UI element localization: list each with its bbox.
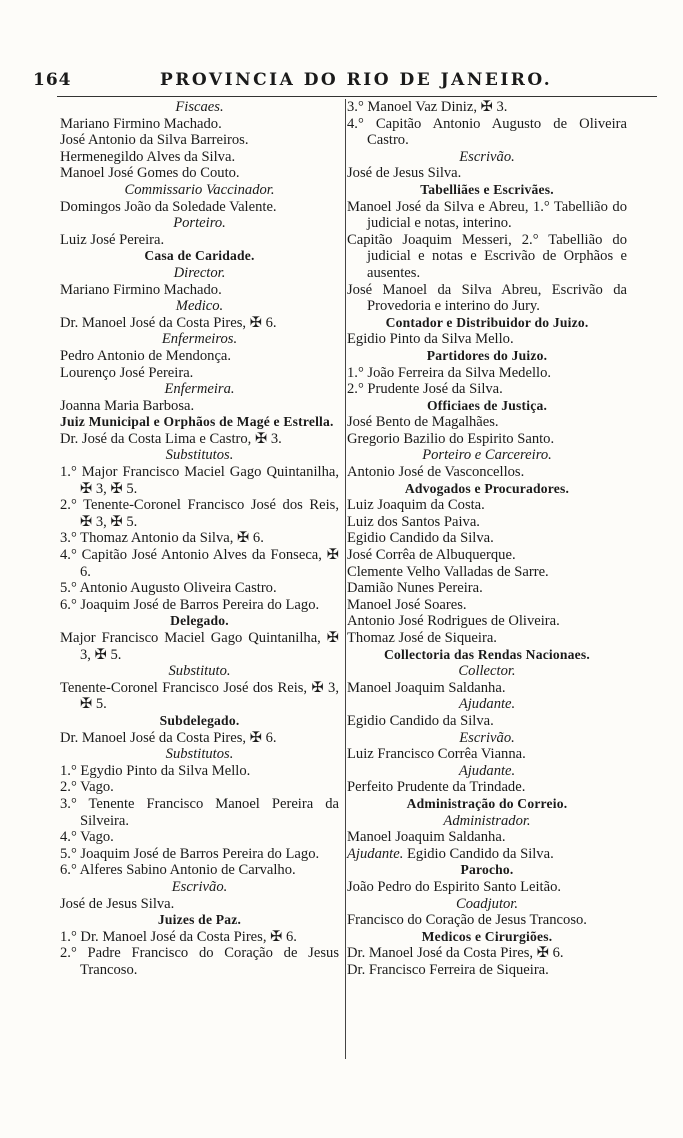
list-entry: 1.° Egydio Pinto da Silva Mello. (60, 762, 251, 779)
page-header (30, 70, 670, 94)
section-subheading: Ajudante. (458, 762, 516, 779)
section-heading: Advogados e Procuradores. (404, 480, 570, 496)
list-entry: José Manoel da Silva Abreu, Escrivão da Provedoria e interino do Jury. (347, 281, 627, 315)
section-heading: Tabelliães e Escrivães. (420, 181, 554, 197)
list-entry: Luiz Francisco Corrêa Vianna. (347, 746, 526, 763)
section-subheading: Fiscaes. (175, 99, 224, 115)
list-entry: Dr. Francisco Ferreira de Siqueira. (347, 961, 549, 978)
section-subheading: Director. (173, 264, 226, 281)
section-heading: Casa de Caridade. (144, 248, 255, 264)
list-entry: Dr. José da Costa Lima e Castro, ✠ 3. (60, 430, 282, 447)
list-entry: Capitão Joaquim Messeri, 2.° Tabellião do judicial e notas e Escrivão de Orphãos e ausentes. (347, 231, 627, 281)
list-entry: José de Jesus Silva. (60, 895, 175, 912)
list-entry: Dr. Manoel José da Costa Pires, ✠ 6. (60, 729, 277, 746)
section-subheading: Enfermeira. (164, 381, 235, 398)
list-entry: Dr. Manoel José da Costa Pires, ✠ 6. (347, 945, 564, 962)
entry-name: Egidio Candido da Silva. (403, 845, 554, 862)
role-label: Ajudante. (347, 845, 404, 862)
section-heading: Juiz Municipal e Orphãos de Magé e Estrella. (60, 414, 334, 430)
list-entry: José de Jesus Silva. (347, 165, 462, 182)
list-entry: Manoel Joaquim Saldanha. (347, 829, 506, 846)
section-heading: Subdelegado. (159, 712, 240, 728)
list-entry: Thomaz José de Siqueira. (347, 630, 497, 646)
list-entry: Egidio Candido da Silva. (347, 530, 494, 547)
list-entry: 3.° Tenente Francisco Manoel Pereira da Silveira. (60, 795, 339, 829)
list-entry: Manoel Joaquim Saldanha. (347, 679, 506, 696)
list-entry: 2.° Vago. (60, 779, 114, 796)
right-column (345, 99, 627, 1059)
list-entry (347, 846, 627, 863)
section-subheading: Escrivão. (171, 878, 228, 895)
list-entry: Luiz Joaquim da Costa. (347, 497, 485, 514)
section-heading: Partidores do Juizo. (426, 347, 548, 363)
section-subheading: Escrivão. (459, 729, 515, 746)
section-subheading: Administrador. (443, 812, 531, 829)
list-entry: 4.° Capitão Antonio Augusto de Oliveira Castro. (347, 115, 627, 149)
section-heading: Collectoria das Rendas Nacionaes. (384, 646, 590, 662)
list-entry: Francisco do Coração de Jesus Trancoso. (347, 912, 587, 929)
list-entry: Luiz José Pereira. (60, 231, 165, 248)
list-entry: Damião Nunes Pereira. (347, 580, 483, 597)
section-heading: Parocho. (460, 862, 514, 878)
list-entry: Major Francisco Maciel Gago Quintanilha, ✠ 3, ✠ 5. (60, 630, 339, 663)
list-entry: Hermenegildo Alves da Silva. (60, 148, 236, 165)
list-entry: Manoel José Soares. (347, 596, 467, 613)
list-entry: 5.° Antonio Augusto Oliveira Castro. (60, 580, 277, 597)
list-entry: 2.° Prudente José da Silva. (347, 381, 503, 398)
list-entry: José Bento de Magalhães. (347, 414, 499, 431)
list-entry: Dr. Manoel José da Costa Pires, ✠ 6. (60, 314, 277, 331)
section-heading: Medicos e Cirurgiões. (421, 928, 553, 944)
section-heading: Officiaes de Justiça. (426, 397, 548, 413)
list-entry: José Antonio da Silva Barreiros. (60, 132, 249, 149)
list-entry: Pedro Antonio de Mendonça. (60, 347, 232, 364)
list-entry: 1.° Dr. Manoel José da Costa Pires, ✠ 6. (60, 928, 297, 945)
list-entry: 3.° Thomaz Antonio da Silva, ✠ 6. (60, 530, 264, 547)
list-entry: Gregorio Bazilio do Espirito Santo. (347, 430, 555, 447)
section-subheading: Porteiro. (173, 215, 226, 232)
page-number: 164 (33, 70, 72, 90)
list-entry: 4.° Capitão José Antonio Alves da Fonseca, ✠ 6. (60, 547, 339, 580)
list-entry: Egidio Pinto da Silva Mello. (347, 331, 514, 348)
list-entry: 3.° Manoel Vaz Diniz, ✠ 3. (347, 99, 508, 115)
section-subheading: Collector. (458, 663, 516, 680)
list-entry: Perfeito Prudente da Trindade. (347, 779, 526, 796)
list-entry: Mariano Firmino Machado. (60, 115, 222, 132)
list-entry: 5.° Joaquim José de Barros Pereira do Lago. (60, 845, 320, 862)
header-rule (57, 96, 657, 97)
list-entry: 1.° João Ferreira da Silva Medello. (347, 364, 552, 381)
list-entry: José Corrêa de Albuquerque. (347, 547, 516, 564)
list-entry: Domingos João da Soledade Valente. (60, 198, 277, 215)
list-entry: Tenente-Coronel Francisco José dos Reis, ✠ 3, ✠ 5. (60, 679, 339, 713)
section-subheading: Enfermeiros. (161, 331, 238, 348)
list-entry: 2.° Tenente-Coronel Francisco José dos Reis, ✠ 3, ✠ 5. (60, 497, 339, 530)
list-entry: 2.° Padre Francisco do Coração de Jesus Trancoso. (60, 945, 339, 978)
section-subheading: Substituto. (168, 663, 231, 680)
section-subheading: Commissario Vaccinador. (124, 181, 275, 198)
list-entry: Luiz dos Santos Paiva. (347, 513, 480, 530)
section-subheading: Coadjutor. (455, 895, 519, 912)
section-heading: Administração do Correio. (406, 795, 568, 811)
list-entry: João Pedro do Espirito Santo Leitão. (347, 878, 562, 895)
left-column (60, 99, 339, 978)
section-heading: Juizes de Paz. (157, 912, 242, 928)
list-entry: Lourenço José Pereira. (60, 364, 194, 381)
list-entry: 1.° Major Francisco Maciel Gago Quintanilha, ✠ 3, ✠ 5. (60, 464, 339, 497)
section-heading: Contador e Distribuidor do Juizo. (385, 314, 589, 330)
list-entry: 6.° Alferes Sabino Antonio de Carvalho. (60, 862, 296, 879)
section-subheading: Substitutos. (165, 746, 234, 763)
list-entry: Egidio Candido da Silva. (347, 712, 494, 729)
list-entry: 6.° Joaquim José de Barros Pereira do Lago. (60, 596, 320, 613)
section-subheading: Porteiro e Carcereiro. (422, 447, 552, 464)
list-entry: 4.° Vago. (60, 829, 114, 846)
running-title: PROVINCIA DO RIO DE JANEIRO. (160, 70, 553, 90)
section-heading: Delegado. (170, 613, 229, 629)
list-entry: Antonio José Rodrigues de Oliveira. (347, 613, 560, 630)
list-entry: Antonio José de Vasconcellos. (347, 464, 525, 481)
list-entry: Clemente Velho Valladas de Sarre. (347, 563, 549, 580)
list-entry: Manoel José Gomes do Couto. (60, 165, 240, 182)
section-subheading: Medico. (175, 298, 224, 315)
list-entry: Mariano Firmino Machado. (60, 281, 222, 298)
section-subheading: Substitutos. (165, 447, 234, 464)
list-entry: Manoel José da Silva e Abreu, 1.° Tabellião do judicial e notas, interino. (347, 198, 627, 232)
section-subheading: Ajudante. (458, 696, 516, 713)
section-subheading: Escrivão. (459, 148, 515, 165)
list-entry: Joanna Maria Barbosa. (60, 397, 195, 414)
